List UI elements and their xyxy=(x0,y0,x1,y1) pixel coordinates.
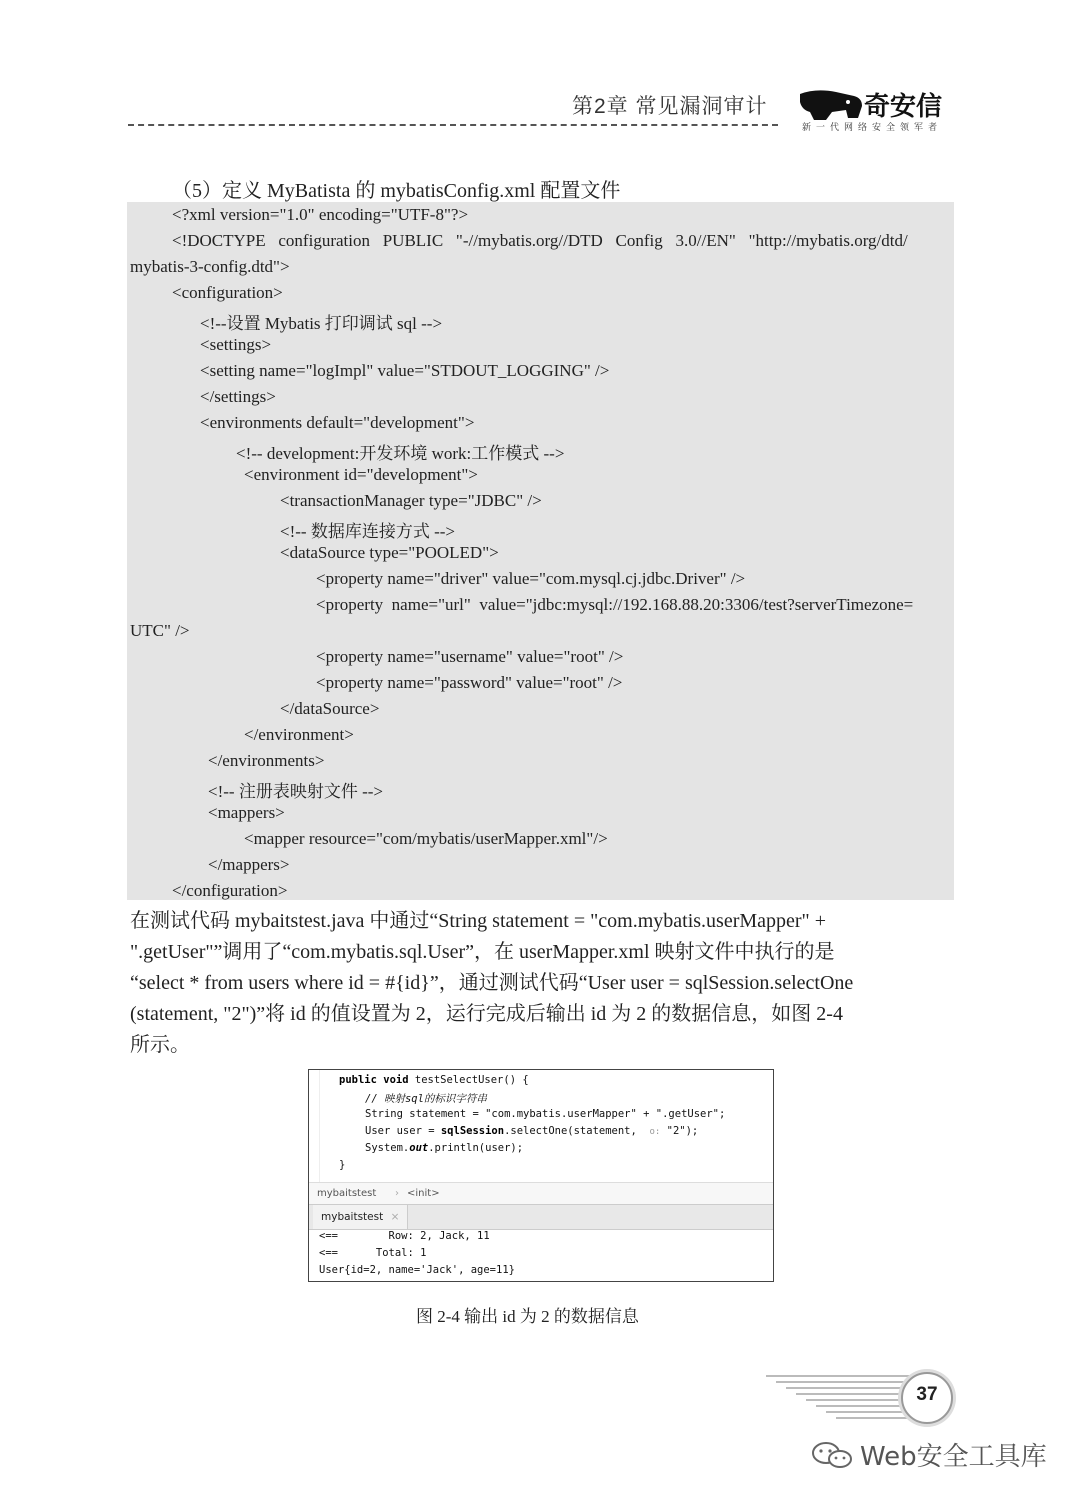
breadcrumb-class[interactable]: mybaitstest xyxy=(317,1188,377,1199)
code-line: </environment> xyxy=(244,725,354,744)
run-tab-bar xyxy=(309,1204,773,1230)
code-text: .selectOne(statement, xyxy=(504,1125,650,1137)
code-line: <?xml version="1.0" encoding="UTF-8"?> xyxy=(172,205,469,224)
code-line: <property name="password" value="root" /> xyxy=(316,673,623,692)
paragraph-line: 所示。 xyxy=(130,1034,190,1056)
breadcrumb-separator: › xyxy=(395,1188,399,1199)
code-text: "2"); xyxy=(660,1125,699,1137)
code-line: <!--设置 Mybatis 打印调试 sql --> xyxy=(200,314,443,333)
console-line: <== Total: 1 xyxy=(319,1247,427,1259)
code-text: User user = xyxy=(365,1125,441,1137)
paragraph-line-text: 在测试代码 mybaitstest.java 中通过“String statement = "com.mybatis.userMapper" + xyxy=(130,910,826,932)
code-line: <property name="username" value="root" /> xyxy=(316,647,624,666)
code-text: System. xyxy=(365,1142,410,1154)
breadcrumb-method[interactable]: <init> xyxy=(407,1188,440,1199)
editor-gutter xyxy=(309,1070,320,1185)
code-line: <transactionManager type="JDBC" /> xyxy=(280,491,542,510)
page-number: 37 xyxy=(916,1384,938,1405)
paragraph-line: “select * from users where id = #{id}”，通过测试代码“User user = sqlSession.selectOne xyxy=(130,972,854,994)
code-line: <environments default="development"> xyxy=(200,413,475,432)
watermark: Web安全工具库 xyxy=(860,1442,1047,1472)
code-line: <configuration> xyxy=(172,283,283,302)
code-line xyxy=(339,1074,529,1086)
code-line: <settings> xyxy=(200,335,272,354)
code-line: <!-- 数据库连接方式 --> xyxy=(280,522,455,541)
close-icon[interactable]: × xyxy=(390,1211,400,1223)
console-line: <== Row: 2, Jack, 11 xyxy=(319,1230,490,1242)
code-line: <dataSource type="POOLED"> xyxy=(280,543,499,562)
code-line: <mapper resource="com/mybatis/userMapper.xml"/> xyxy=(244,829,608,848)
code-line: <property name="driver" value="com.mysql.cj.jdbc.Driver" /> xyxy=(316,569,746,588)
code-line: </dataSource> xyxy=(280,699,380,718)
logo-tagline: 新一代网络安全领军者 xyxy=(802,123,943,133)
body-paragraph xyxy=(130,906,952,1061)
paragraph-line: (statement, "2")”将 id 的值设置为 2，运行完成后输出 id 为 2 的数据信息，如图 2-4 xyxy=(130,1003,843,1025)
code-line xyxy=(365,1125,698,1137)
code-field: out xyxy=(409,1142,429,1154)
section-heading: （5）定义 MyBatista 的 mybatisConfig.xml 配置文件 xyxy=(172,180,621,202)
keyword: public void xyxy=(339,1074,409,1086)
code-text: .println(user); xyxy=(428,1142,524,1154)
code-line: } xyxy=(339,1159,346,1171)
code-line: </configuration> xyxy=(172,881,288,900)
code-line: <environment id="development"> xyxy=(244,465,478,484)
run-tab[interactable] xyxy=(313,1205,408,1229)
breadcrumb xyxy=(309,1182,773,1205)
code-line: <setting name="logImpl" value="STDOUT_LOGGING" /> xyxy=(200,361,610,380)
code-line xyxy=(365,1142,523,1154)
code-line: </mappers> xyxy=(208,855,290,874)
console-line: User{id=2, name='Jack', age=11} xyxy=(319,1264,515,1276)
code-line: String statement = "com.mybatis.userMapper" + ".getUser"; xyxy=(365,1108,726,1120)
code-line: <!DOCTYPE configuration PUBLIC "-//mybatis.org//DTD Config 3.0//EN" "http://mybatis.org/dtd/ xyxy=(172,231,908,250)
code-line: UTC" /> xyxy=(130,621,190,640)
run-tab-label: mybaitstest xyxy=(321,1211,384,1223)
code-line: </environments> xyxy=(208,751,325,770)
logo-name: 奇安信 xyxy=(864,92,943,122)
code-comment: // 映射sql的标识字符串 xyxy=(365,1093,487,1105)
ide-screenshot xyxy=(308,1069,774,1282)
code-variable: sqlSession xyxy=(440,1125,505,1137)
header-divider xyxy=(128,124,778,126)
paragraph-line: ".getUser"”调用了“com.mybatis.sql.User”，在 userMapper.xml 映射文件中执行的是 xyxy=(130,941,835,963)
paragraph-line xyxy=(130,906,952,937)
figure-caption: 图 2-4 输出 id 为 2 的数据信息 xyxy=(416,1307,639,1326)
code-line: </settings> xyxy=(200,387,276,406)
wechat-icon xyxy=(810,1440,856,1470)
chapter-header: 第2章 常见漏洞审计 xyxy=(572,95,768,118)
code-text: testSelectUser() { xyxy=(408,1074,529,1086)
code-line: mybatis-3-config.dtd"> xyxy=(130,257,290,276)
code-line: <!-- 注册表映射文件 --> xyxy=(208,782,383,801)
code-line: <property name="url" value="jdbc:mysql://192.168.88.20:3306/test?serverTimezone= xyxy=(316,595,914,614)
code-line: <mappers> xyxy=(208,803,285,822)
parameter-hint: o: xyxy=(649,1127,661,1137)
code-line: <!-- development:开发环境 work:工作模式 --> xyxy=(236,444,565,463)
